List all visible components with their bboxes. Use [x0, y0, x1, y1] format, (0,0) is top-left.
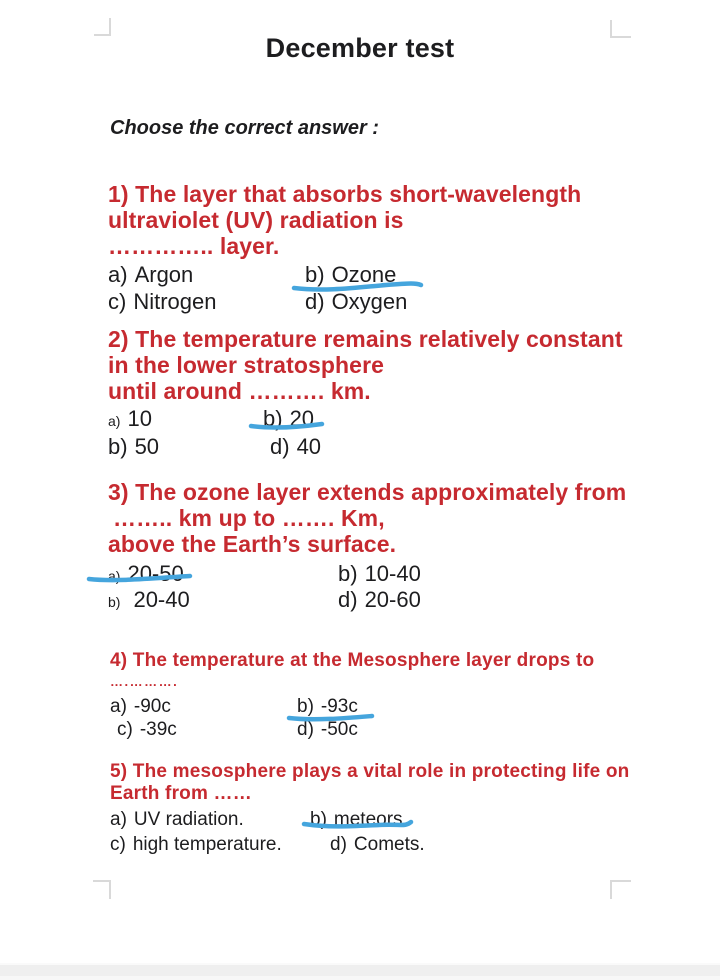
question-1-option-b	[305, 261, 688, 288]
option-text: 50	[134, 434, 160, 459]
question-5-line-1: 5) The mesosphere plays a vital role in protecting life on	[110, 761, 630, 782]
option-text: 40	[296, 434, 322, 459]
question-5-option-d	[310, 832, 690, 857]
question-4-option-a	[110, 695, 297, 718]
option-label: b)	[338, 561, 358, 586]
option-text: 10-40	[364, 561, 421, 586]
question-3-option-c	[108, 588, 338, 614]
option-text: 20-50	[127, 561, 184, 586]
question-4-line-1: 4) The temperature at the Mesosphere layer drops to	[110, 650, 595, 671]
question-3-option-d	[338, 588, 688, 614]
option-label: a)	[108, 568, 121, 584]
option-label: a)	[110, 809, 127, 830]
crop-corner-bottom-right-icon	[610, 880, 631, 899]
question-4-option-d	[297, 718, 690, 741]
instruction-text: Choose the correct answer :	[110, 117, 379, 139]
question-3-option-a	[108, 562, 338, 588]
question-1	[108, 181, 688, 315]
question-3	[108, 479, 688, 614]
option-label: d)	[270, 434, 290, 459]
question-2	[108, 326, 688, 459]
question-5	[110, 761, 690, 857]
option-text: Argon	[134, 262, 194, 287]
option-text: 20-60	[364, 587, 421, 612]
question-3-option-b	[338, 562, 688, 588]
option-label: d)	[330, 834, 347, 855]
bottom-bar-lower	[0, 976, 720, 980]
question-3-line-2: …….. km up to ……. Km,	[113, 505, 385, 531]
question-4-option-c	[110, 718, 297, 741]
option-label: b)	[108, 434, 128, 459]
option-label: b)	[297, 696, 314, 717]
option-text: -50c	[320, 719, 358, 740]
question-2-line-1: 2) The temperature remains relatively constant	[108, 326, 623, 352]
question-2-option-b	[263, 406, 688, 434]
question-1-option-a	[108, 261, 305, 288]
option-text: Ozone	[331, 262, 397, 287]
option-text: 20	[289, 406, 315, 431]
question-1-option-d	[305, 288, 688, 315]
option-label: b)	[108, 594, 121, 610]
option-label: c)	[117, 719, 133, 740]
option-text: UV radiation.	[133, 809, 244, 830]
option-text: Oxygen	[331, 289, 408, 314]
question-5-option-a	[110, 807, 310, 832]
option-label: d)	[338, 587, 358, 612]
question-1-line-2: ultraviolet (UV) radiation is	[108, 207, 404, 233]
question-2-option-a	[108, 406, 263, 434]
question-5-line-2: Earth from ……	[110, 783, 252, 804]
question-3-line-1: 3) The ozone layer extends approximately from	[108, 479, 627, 505]
option-label: b)	[263, 406, 283, 431]
option-text: 20-40	[133, 587, 190, 612]
option-text: Nitrogen	[133, 289, 217, 314]
option-label: b)	[310, 809, 327, 830]
question-1-line-1: 1) The layer that absorbs short-wavelength	[108, 181, 582, 207]
crop-corner-bottom-left-icon	[93, 880, 111, 899]
option-text: meteors.	[333, 809, 408, 830]
question-4-dots: ….……….	[110, 674, 179, 689]
question-3-line-3: above the Earth’s surface.	[108, 531, 397, 557]
option-text: Comets.	[353, 834, 425, 855]
option-text: -39c	[139, 719, 177, 740]
question-2-option-d	[263, 434, 688, 459]
question-2-line-2: in the lower stratosphere	[108, 352, 385, 378]
question-4-option-b	[297, 695, 690, 718]
option-text: 10	[127, 406, 152, 431]
option-text: -90c	[133, 696, 171, 717]
question-2-option-c	[108, 434, 263, 459]
option-label: a)	[110, 696, 127, 717]
question-1-option-c	[108, 288, 305, 315]
option-label: d)	[297, 719, 314, 740]
option-label: c)	[110, 834, 126, 855]
question-5-option-b	[310, 807, 690, 832]
option-text: -93c	[320, 696, 358, 717]
page-title: December test	[265, 33, 455, 63]
option-label: a)	[108, 262, 128, 287]
question-1-line-3: ………….. layer.	[108, 233, 280, 259]
option-label: d)	[305, 289, 325, 314]
option-label: b)	[305, 262, 325, 287]
option-text: high temperature.	[132, 834, 282, 855]
question-4	[110, 650, 690, 741]
option-label: c)	[108, 289, 127, 314]
option-label: a)	[108, 413, 121, 429]
question-2-line-3: until around ………. km.	[108, 378, 371, 404]
question-5-option-c	[110, 832, 310, 857]
